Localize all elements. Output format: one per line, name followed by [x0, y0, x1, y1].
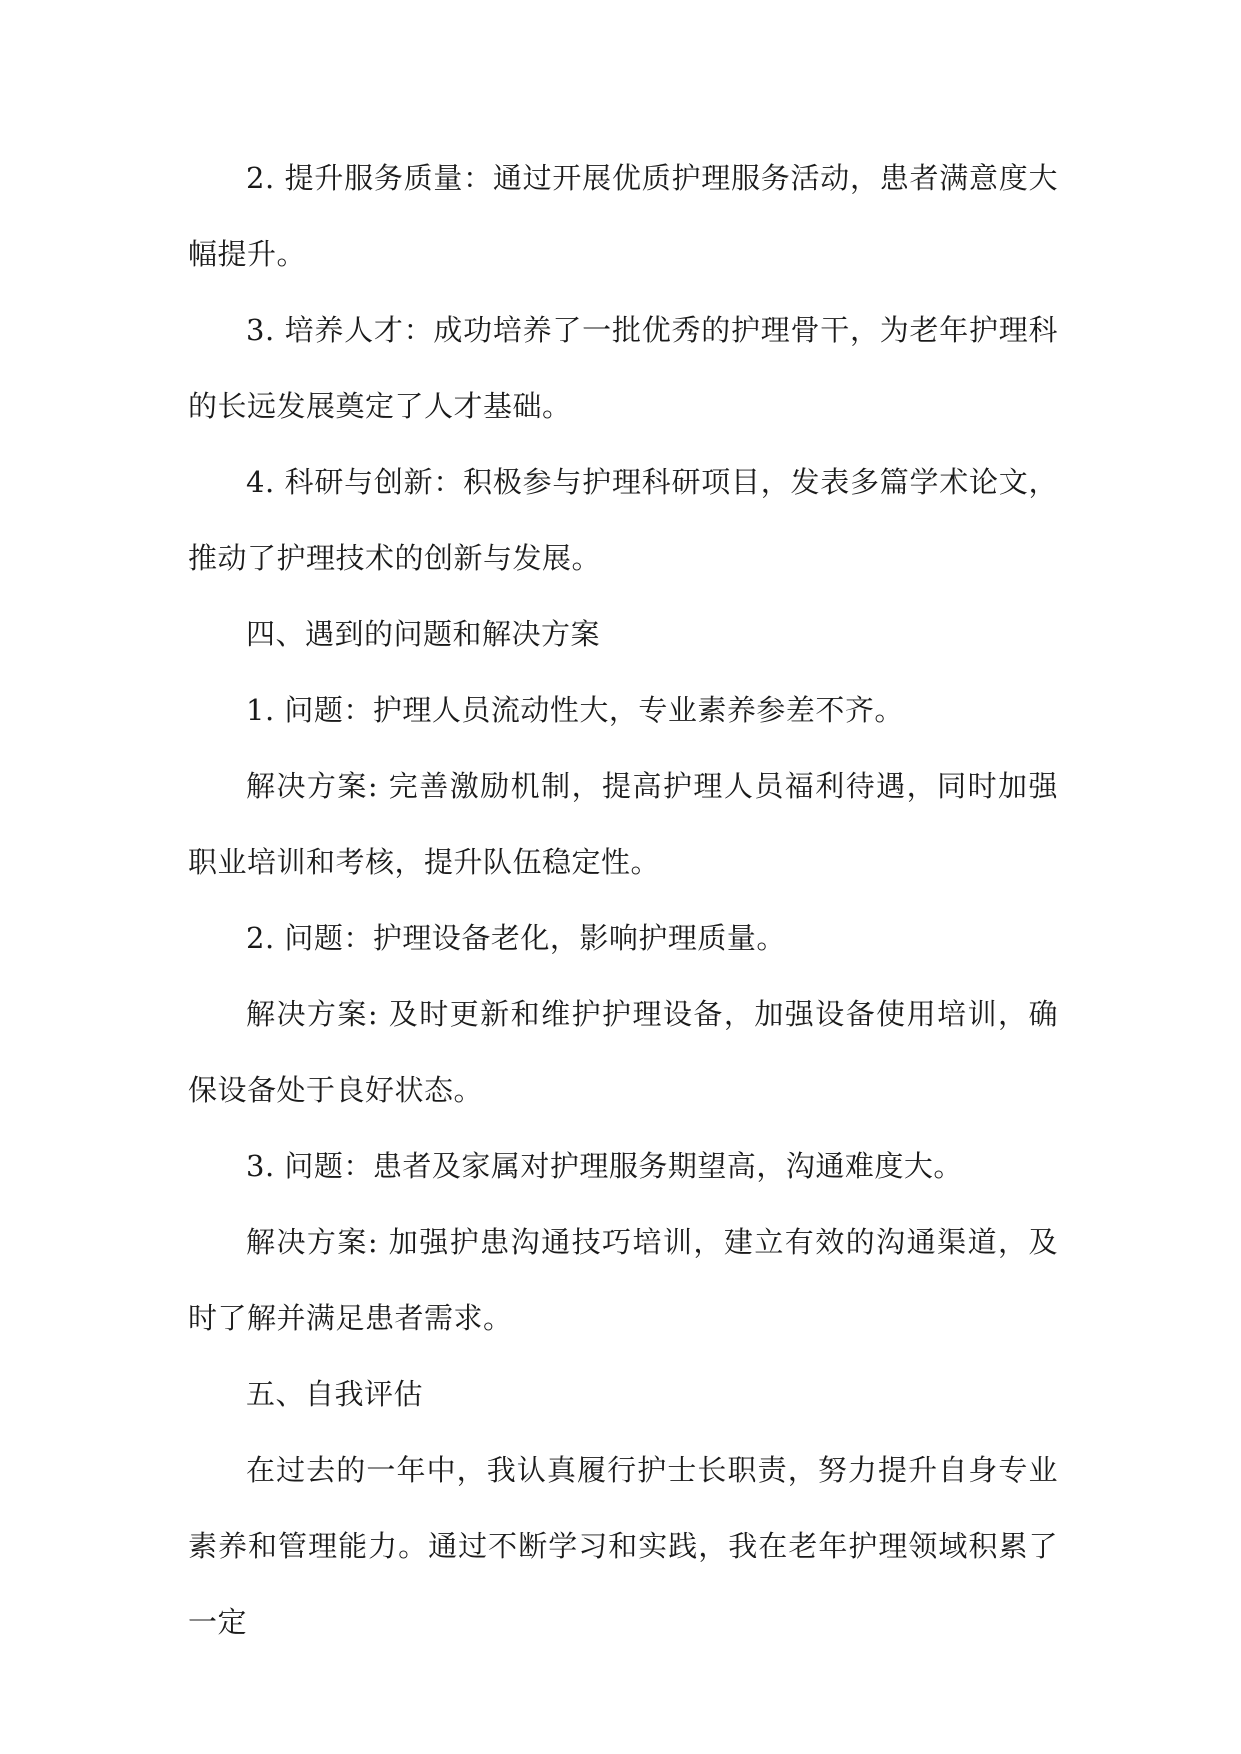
paragraph-self-assessment: 在过去的一年中，我认真履行护士长职责，努力提升自身专业素养和管理能力。通过不断学习和实践，我在老年护理领域积累了一定	[188, 1453, 1058, 1639]
paragraph-problem-2: 2. 问题：护理设备老化，影响护理质量。	[246, 921, 786, 955]
paragraph-achievement-service-quality: 2. 提升服务质量：通过开展优质护理服务活动，患者满意度大幅提升。	[188, 161, 1058, 271]
paragraph-problem-1: 1. 问题：护理人员流动性大，专业素养参差不齐。	[246, 693, 904, 727]
paragraph-solution-2: 解决方案: 及时更新和维护护理设备，加强设备使用培训，确保设备处于良好状态。	[188, 997, 1058, 1107]
paragraph-achievement-research: 4. 科研与创新：积极参与护理科研项目，发表多篇学术论文，推动了护理技术的创新与发展。	[188, 465, 1058, 575]
paragraph-solution-1: 解决方案: 完善激励机制，提高护理人员福利待遇，同时加强职业培训和考核，提升队伍稳定性。	[188, 769, 1058, 879]
section-heading-self-assessment: 五、自我评估	[246, 1377, 424, 1411]
section-heading-problems: 四、遇到的问题和解决方案	[246, 617, 601, 651]
paragraph-achievement-talent: 3. 培养人才：成功培养了一批优秀的护理骨干，为老年护理科的长远发展奠定了人才基础。	[188, 313, 1058, 423]
paragraph-solution-3: 解决方案: 加强护患沟通技巧培训，建立有效的沟通渠道，及时了解并满足患者需求。	[188, 1225, 1058, 1335]
paragraph-problem-3: 3. 问题：患者及家属对护理服务期望高，沟通难度大。	[246, 1149, 963, 1183]
document-body	[188, 140, 1058, 1660]
